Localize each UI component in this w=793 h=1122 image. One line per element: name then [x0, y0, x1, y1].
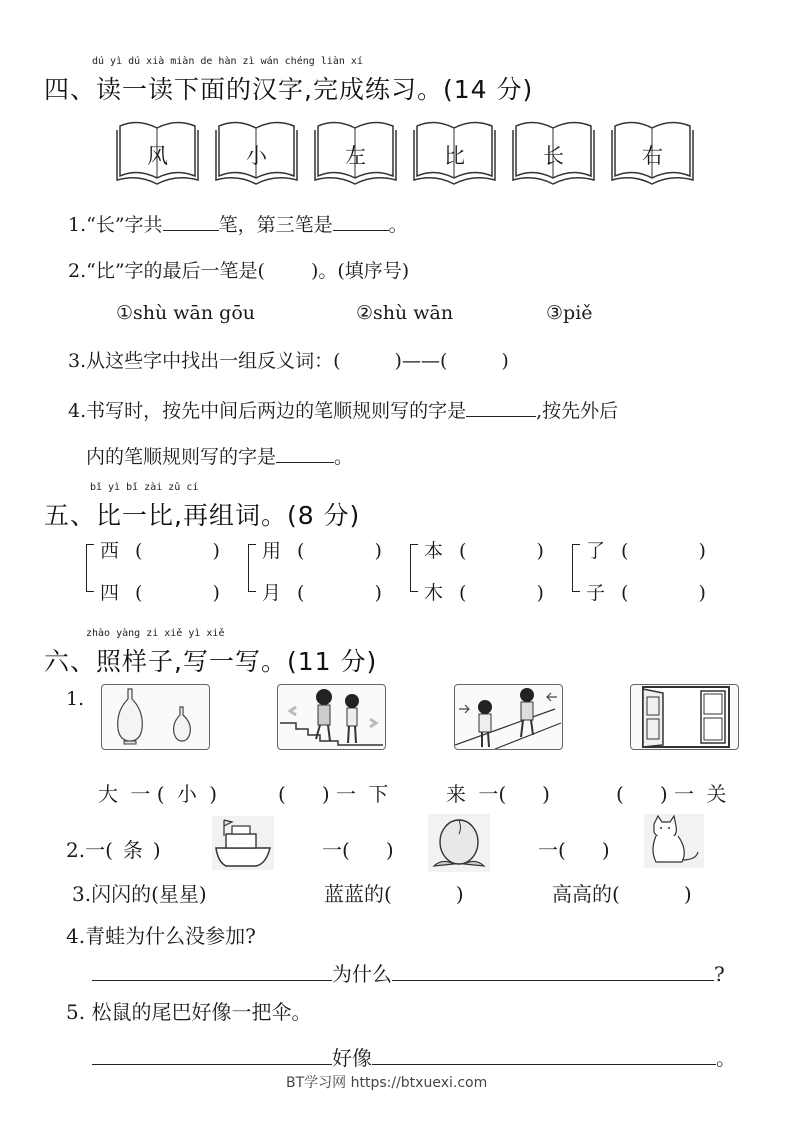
antonym-pair-1: 大 一 ( 小 )	[98, 782, 218, 806]
question-4-2: 2.“比”字的最后一笔是( )。(填序号)	[68, 260, 410, 282]
adjective-3: 高高的( )	[552, 882, 692, 906]
answer-blank[interactable]	[276, 460, 334, 463]
question-6-4: 4.青蛙为什么没参加?	[66, 924, 256, 948]
question-4-4: 4.书写时，按先中间后两边的笔顺规则写的字是 ,按先外后	[68, 400, 619, 422]
section6-title: 六、照样子,写一写。(11 分)	[44, 647, 378, 676]
answer-blank[interactable]	[333, 228, 389, 231]
book-icon	[116, 118, 199, 186]
antonym-pair-3: 来 一( )	[446, 782, 550, 806]
answer-blank[interactable]	[92, 1062, 332, 1065]
measure-word-1: 2.一( 条 )	[66, 838, 161, 862]
book-char: 左	[345, 144, 366, 168]
book-icon	[413, 118, 496, 186]
word-pair-3: 本 ( ) 木 ( )	[410, 536, 560, 606]
peach-picture	[428, 814, 490, 872]
measure-word-2: 一( )	[322, 838, 394, 862]
book-icon	[611, 118, 694, 186]
section4-title: 四、读一读下面的汉字,完成练习。(14 分)	[44, 75, 534, 104]
question-4-3: 3.从这些字中找出一组反义词：( )——( )	[68, 350, 509, 372]
bracket	[248, 544, 256, 592]
section5-pinyin: bǐ yì bǐ zài zǔ cí	[90, 482, 199, 493]
answer-blank[interactable]	[92, 978, 332, 981]
question-4-1: 1.“长”字共 笔，第三笔是 。	[68, 214, 408, 236]
question-6-5: 5. 松鼠的尾巴好像一把伞。	[66, 1000, 312, 1024]
book-icon	[215, 118, 298, 186]
question-6-5-answer: 好像 。	[92, 1042, 736, 1071]
bracket	[572, 544, 580, 592]
vases-picture	[101, 684, 210, 750]
antonym-pair-2: ( ) 一 下	[278, 782, 389, 806]
section4-pinyin: dú yì dú xià miàn de hàn zì wán chéng liàn xí	[92, 56, 363, 67]
adjective-2: 蓝蓝的( )	[324, 882, 464, 906]
section5-title: 五、比一比,再组词。(8 分)	[44, 501, 361, 530]
answer-blank[interactable]	[392, 978, 714, 981]
option-3: ③piě	[546, 302, 593, 324]
stairs-picture	[277, 684, 386, 750]
bracket	[86, 544, 94, 592]
book-characters	[116, 118, 694, 186]
boat-picture	[212, 816, 274, 870]
question-4-4-cont: 内的笔顺规则写的字是 。	[86, 446, 354, 468]
book-char: 比	[444, 144, 465, 168]
answer-blank[interactable]	[163, 228, 219, 231]
book-icon	[512, 118, 595, 186]
question-6-4-answer: 为什么 ?	[92, 958, 725, 987]
section6-pinyin: zhào yàng zi xiě yì xiě	[86, 628, 225, 639]
cat-picture	[644, 814, 704, 868]
book-char: 长	[543, 144, 564, 168]
word-pair-4: 了 ( ) 子 ( )	[572, 536, 732, 606]
word-pair-1: 西 ( ) 四 ( )	[86, 536, 236, 606]
measure-word-3: 一( )	[538, 838, 610, 862]
window-picture	[630, 684, 739, 750]
question-6-1-label: 1.	[66, 688, 85, 710]
book-icon	[314, 118, 397, 186]
option-2: ②shù wān	[356, 302, 454, 324]
bracket	[410, 544, 418, 592]
book-char: 右	[642, 144, 663, 168]
answer-blank[interactable]	[372, 1062, 716, 1065]
book-char: 小	[246, 144, 267, 168]
footer-watermark: BT学习网 https://btxuexi.com	[286, 1075, 488, 1091]
word-pair-2: 用 ( ) 月 ( )	[248, 536, 398, 606]
walking-picture	[454, 684, 563, 750]
answer-blank[interactable]	[466, 414, 536, 417]
adjective-1: 3.闪闪的(星星)	[72, 882, 207, 906]
option-1: ①shù wān gōu	[116, 302, 256, 324]
book-char: 风	[147, 144, 168, 168]
antonym-pair-4: ( ) 一 关	[616, 782, 727, 806]
